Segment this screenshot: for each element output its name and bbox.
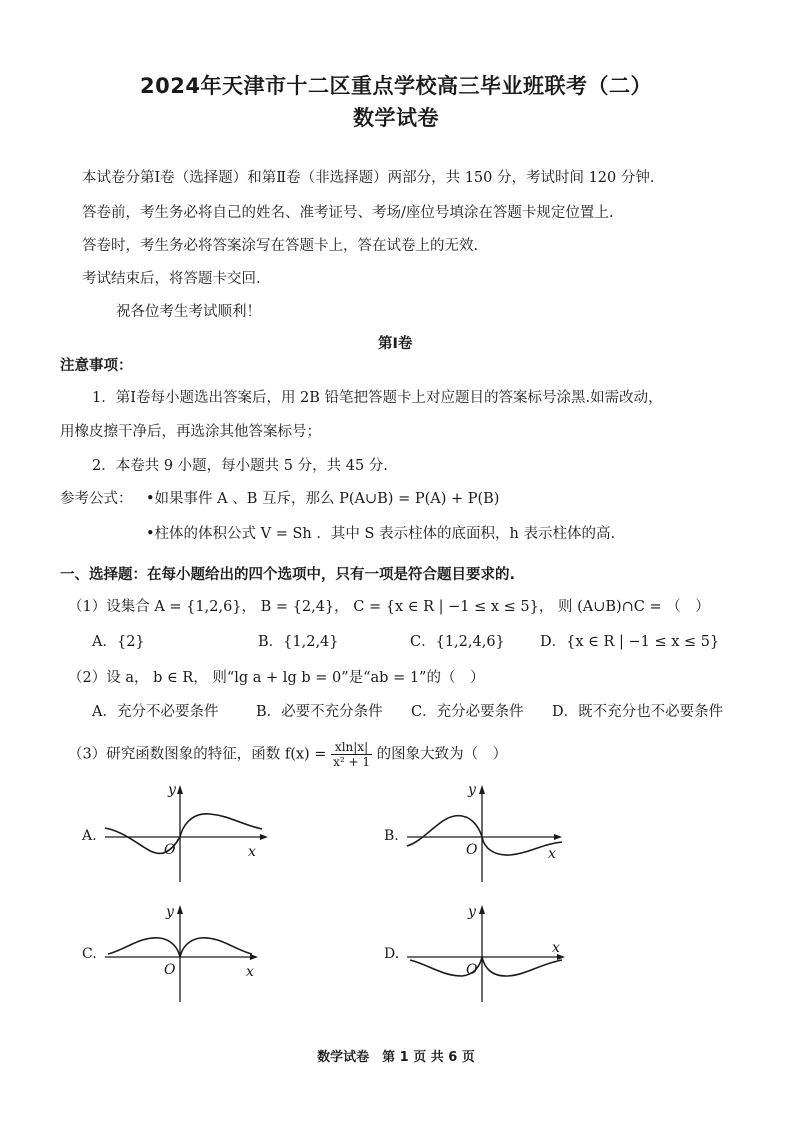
q2-option-b: B．必要不充分条件	[256, 704, 383, 720]
notice-2: 2．本卷共 9 小题，每小题共 5 分，共 45 分.	[92, 458, 388, 474]
graph-a-origin: O	[164, 842, 176, 858]
graph-b-x-arrow	[554, 834, 562, 840]
page-footer: 数学试卷 第 1 页 共 6 页	[317, 1050, 475, 1065]
graph-c-y-label: y	[166, 904, 174, 920]
ref-formula-2: •柱体的体积公式 V = Sh ．其中 S 表示柱体的底面积，h 表示柱体的高.	[146, 526, 616, 542]
ref-label: 参考公式：	[60, 491, 133, 507]
graph-a-y-label: y	[168, 782, 176, 798]
graph-b-x-label: x	[548, 846, 556, 862]
notice-title: 注意事项：	[60, 358, 133, 374]
notice-1a: 1．第Ⅰ卷每小题选出答案后，用 2B 铅笔把答题卡上对应题目的答案标号涂黑.如需改动，	[92, 390, 663, 406]
graph-a-label: A.	[82, 828, 97, 844]
intro-line-3: 答卷时，考生务必将答案涂写在答题卡上，答在试卷上的无效.	[82, 238, 479, 254]
graph-c-x-arrow	[250, 954, 258, 960]
exam-title: 2024年天津市十二区重点学校高三毕业班联考（二）	[140, 74, 652, 98]
intro-line-5: 祝各位考生考试顺利！	[116, 304, 261, 320]
q1-option-b: B．{1,2,4}	[258, 634, 339, 650]
graph-c-origin: O	[164, 962, 176, 978]
q2-option-c: C．充分必要条件	[411, 704, 524, 720]
graph-d-y-label: y	[468, 904, 476, 920]
graph-b-y-label: y	[468, 782, 476, 798]
exam-subtitle: 数学试卷	[353, 106, 439, 130]
graph-c	[100, 902, 270, 1002]
graph-d-origin: O	[466, 962, 478, 978]
q2-option-d: D．既不充分也不必要条件	[552, 704, 724, 720]
graph-a-y-arrow	[177, 785, 183, 794]
graph-a-x-label: x	[248, 844, 256, 860]
intro-line-4: 考试结束后，将答题卡交回.	[82, 271, 261, 287]
graph-d-curve	[410, 957, 562, 976]
q3-frac-num: xln|x|	[331, 740, 372, 755]
graph-b-y-arrow	[479, 785, 485, 794]
section-heading: 第Ⅰ卷	[378, 336, 413, 352]
q3-stem	[68, 740, 507, 769]
q1-stem: （1）设集合 A = {1,2,6}， B = {2,4}， C = {x ∈ R | −1 ≤ x ≤ 5}， 则 (A∪B)∩C = （ ）	[68, 599, 710, 615]
graph-a-curve	[105, 814, 262, 854]
graph-d	[402, 902, 572, 1002]
intro-line-2: 答卷前，考生务必将自己的姓名、准考证号、考场/座位号填涂在答题卡规定位置上.	[82, 205, 614, 221]
q1-option-a: A．{2}	[92, 634, 145, 650]
graph-b-origin: O	[466, 842, 478, 858]
graph-b-curve	[407, 816, 562, 855]
graph-d-x-label: x	[552, 940, 560, 956]
q3-frac-den: x² + 1	[333, 755, 370, 769]
graph-b	[402, 782, 572, 882]
graph-d-label: D.	[384, 946, 400, 962]
intro-line-1: 本试卷分第Ⅰ卷（选择题）和第Ⅱ卷（非选择题）两部分，共 150 分，考试时间 120 分钟.	[82, 170, 655, 186]
q1-option-c: C．{1,2,4,6}	[410, 634, 505, 650]
q1-option-d: D．{x ∈ R | −1 ≤ x ≤ 5}	[540, 634, 720, 650]
graph-c-x-label: x	[246, 964, 254, 980]
graph-c-y-arrow	[177, 905, 183, 914]
graph-c-label: C.	[82, 946, 97, 962]
q3-stem-pre: （3）研究函数图象的特征，函数 f(x) =	[68, 746, 332, 763]
graph-d-y-arrow	[479, 905, 485, 914]
graph-a	[100, 782, 270, 882]
q3-stem-post: 的图象大致为（ ）	[371, 746, 508, 763]
graph-b-label: B.	[384, 828, 399, 844]
q2-option-a: A．充分不必要条件	[92, 704, 219, 720]
notice-1b: 用橡皮擦干净后，再选涂其他答案标号；	[60, 424, 321, 440]
q2-stem: （2）设 a， b ∈ R， 则“lg a + lg b = 0”是“ab = 1”的（ ）	[68, 670, 485, 686]
part1-heading: 一、选择题：在每小题给出的四个选项中，只有一项是符合题目要求的.	[60, 567, 516, 583]
ref-formula-1: •如果事件 A 、B 互斥，那么 P(A∪B) = P(A) + P(B)	[146, 491, 500, 507]
q3-fraction	[331, 740, 372, 769]
graph-a-x-arrow	[260, 834, 268, 840]
